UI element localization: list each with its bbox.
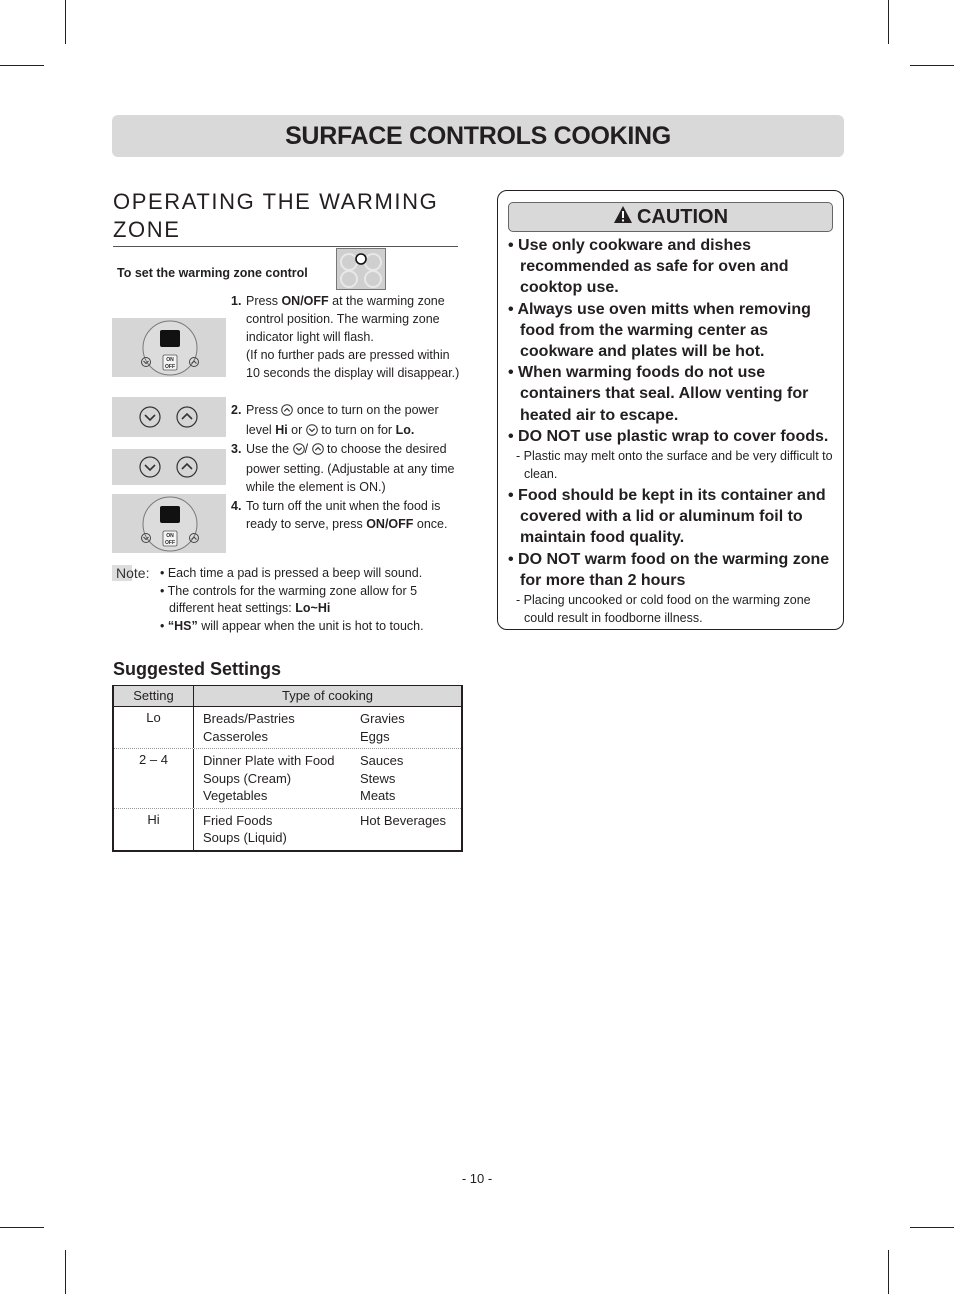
cooking-cell <box>194 809 360 850</box>
cooking-item: Soups (Liquid) <box>203 830 287 845</box>
step-text: To turn off the unit when the food is ready to serve, press <box>246 499 441 531</box>
step-2 <box>231 401 463 437</box>
step-text: once to turn on the power level <box>246 403 439 437</box>
table-row <box>114 809 461 850</box>
step-4 <box>231 497 463 531</box>
off-label: OFF <box>165 364 175 370</box>
arrow-pads-image <box>112 449 226 485</box>
caution-item: • Use only cookware and dishes recommended as safe for oven and cooktop use. <box>508 237 789 297</box>
caution-header <box>508 202 833 232</box>
settings-heading: Suggested Settings <box>113 659 282 679</box>
cooking-cell <box>194 707 360 748</box>
step-text: or <box>287 423 306 437</box>
off-label: OFF <box>165 540 175 546</box>
step-text: once. <box>413 517 448 531</box>
cooking-cell <box>194 749 360 808</box>
cooking-item: Sauces <box>360 753 404 768</box>
caution-item: • DO NOT use plastic wrap to cover foods. <box>508 427 829 445</box>
crop-mark <box>910 1227 954 1228</box>
note-key: Lo~Hi <box>295 601 331 615</box>
cooking-item: Breads/Pastries <box>203 711 295 726</box>
setting-cell: 2 – 4 <box>114 749 194 808</box>
setting-cell: Lo <box>114 707 194 748</box>
crop-mark <box>888 0 889 44</box>
cooking-item: Gravies <box>360 711 405 726</box>
note-key: “HS” <box>167 618 198 633</box>
cooking-cell <box>360 749 461 808</box>
settings-table <box>112 685 463 852</box>
up-arrow-icon <box>312 442 324 460</box>
note-label: Note: <box>112 565 149 581</box>
cooking-item: Vegetables <box>203 788 268 803</box>
warming-subheading: To set the warming zone control <box>117 266 308 280</box>
caution-title: CAUTION <box>636 205 729 228</box>
step-note: (If no further pads are pressed within 10 seconds the display will disappear.) <box>246 348 460 380</box>
cooking-item: Dinner Plate with Food <box>203 753 335 768</box>
cooking-cell <box>360 809 461 850</box>
warning-triangle-icon <box>613 205 633 230</box>
down-arrow-icon <box>306 423 318 441</box>
caution-item: • DO NOT warm food on the warming zone for more than 2 hours <box>508 550 830 589</box>
step-number: 4. <box>231 499 242 513</box>
cooktop-diagram-icon <box>336 248 386 290</box>
cooking-item: Eggs <box>360 728 390 744</box>
step-key: ON/OFF <box>281 294 329 308</box>
step-number: 2. <box>231 403 242 417</box>
caution-box <box>497 190 844 630</box>
down-arrow-icon <box>293 442 305 460</box>
table-header <box>114 686 461 707</box>
step-key: ON/OFF <box>366 517 414 531</box>
table-row <box>114 707 461 749</box>
on-label: ON <box>166 357 174 363</box>
up-arrow-icon <box>281 403 293 421</box>
column-header-setting: Setting <box>114 686 194 706</box>
step-text: at the warming zone control position. The warming zone indicator light will flash. <box>246 294 445 344</box>
step-number: 1. <box>231 294 242 308</box>
cooking-item: Hot Beverages <box>360 812 446 828</box>
setting-cell: Hi <box>114 809 194 850</box>
step-key: Lo. <box>395 423 415 437</box>
crop-mark <box>0 65 44 66</box>
cooking-cell <box>360 707 461 748</box>
caution-subnote: - Placing uncooked or cold food on the warming zone could result in foodborne illness. <box>516 593 811 625</box>
crop-mark <box>910 65 954 66</box>
note-text: will appear when the unit is hot to touch. <box>197 618 424 633</box>
step-1 <box>231 292 463 380</box>
column-header-type: Type of cooking <box>281 688 374 703</box>
caution-item: • Always use oven mitts when removing food from the warming center as cookware and plates will be hot. <box>508 300 811 361</box>
note-text: • The controls for the warming zone allow for 5 different heat settings: <box>160 583 418 615</box>
step-key: Hi <box>275 423 288 437</box>
page-number: - 10 - <box>461 1171 493 1186</box>
crop-mark <box>65 1250 66 1294</box>
cooking-item: Fried Foods <box>203 812 273 828</box>
step-text: to choose the desired power setting. (Adjustable at any time while the element is ON.) <box>246 442 455 494</box>
crop-mark <box>888 1250 889 1294</box>
caution-list <box>508 235 838 629</box>
step-3 <box>231 440 463 494</box>
cooking-item: Stews <box>360 770 396 786</box>
cooking-item: Casseroles <box>203 728 269 744</box>
step-text: Press <box>246 403 282 417</box>
arrow-pads-image <box>112 397 226 437</box>
cooking-item: Soups (Cream) <box>203 770 292 786</box>
crop-mark <box>65 0 66 44</box>
step-number: 3. <box>231 442 242 456</box>
onoff-panel-image <box>112 494 226 553</box>
page-title-bar <box>112 115 844 157</box>
onoff-panel-image <box>112 318 226 377</box>
page-title: SURFACE CONTROLS COOKING <box>285 121 671 150</box>
note-item: • Each time a pad is pressed a beep will sound. <box>160 566 423 580</box>
caution-subnote: - Plastic may melt onto the surface and be very difficult to clean. <box>516 449 833 481</box>
step-text: Use the <box>246 442 293 456</box>
on-label: ON <box>166 533 174 539</box>
table-row <box>114 749 461 809</box>
section-heading: OPERATING THE WARMING ZONE <box>113 188 458 247</box>
step-text: Press <box>246 294 282 308</box>
note-list <box>160 565 460 635</box>
caution-item: • When warming foods do not use containers that seal. Allow venting for heated air to escape. <box>508 364 809 424</box>
caution-item: • Food should be kept in its container and covered with a lid or aluminum foil to maintain food quality. <box>508 487 826 547</box>
note-text: • <box>160 618 168 633</box>
step-text: / <box>304 442 309 456</box>
crop-mark <box>0 1227 44 1228</box>
step-text: to turn on for <box>317 423 396 437</box>
cooking-item: Meats <box>360 788 396 803</box>
note-item <box>160 583 460 618</box>
note-item <box>160 618 460 636</box>
